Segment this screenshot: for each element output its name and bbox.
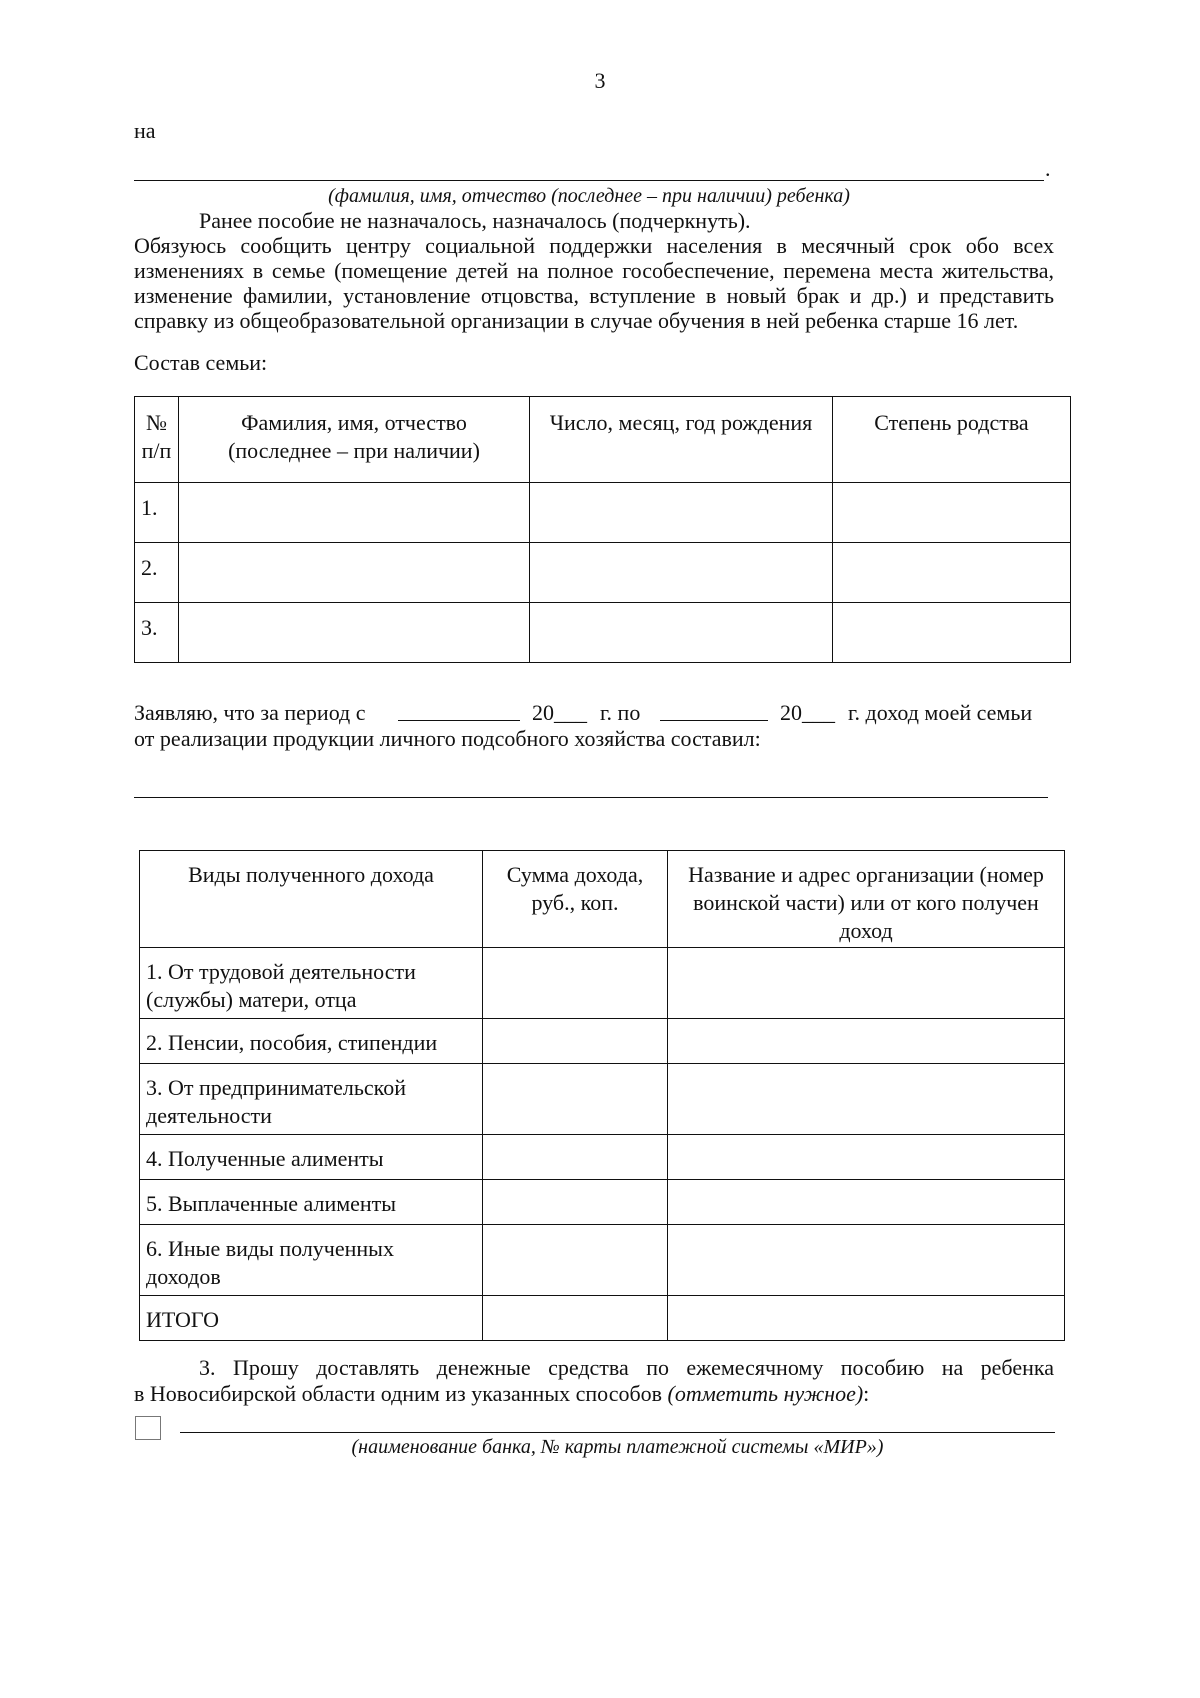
family-title: Состав семьи: (134, 350, 268, 375)
birth-date-cell[interactable] (530, 603, 833, 663)
income-type-cell: 5. Выплаченные алименты (140, 1180, 483, 1225)
delivery-line2-end: : (863, 1381, 870, 1406)
source-cell[interactable] (668, 1296, 1065, 1341)
income-total-cell: ИТОГО (140, 1296, 483, 1341)
header-income-type: Виды полученного дохода (140, 851, 483, 948)
declaration-end: г. доход моей семьи (848, 700, 1033, 725)
income-header-row (140, 851, 1065, 948)
bank-checkbox[interactable] (135, 1416, 161, 1440)
amount-cell[interactable] (483, 948, 668, 1019)
period-from-field[interactable] (398, 720, 520, 721)
row-number: 2. (135, 543, 179, 603)
header-income-source: Название и адрес организации (номер воинской части) или от кого получен доход (668, 851, 1065, 948)
family-table (134, 396, 1071, 663)
relation-cell[interactable] (833, 483, 1071, 543)
source-cell[interactable] (668, 948, 1065, 1019)
previous-benefit-text: Ранее пособие не назначалось, назначалось (подчеркнуть). (199, 208, 751, 233)
table-row (140, 948, 1065, 1019)
line-end-mark: . (1045, 156, 1051, 181)
header-income-amount: Сумма дохода, руб., коп. (483, 851, 668, 948)
header-relation: Степень родства (833, 397, 1071, 483)
amount-cell[interactable] (483, 1135, 668, 1180)
table-row (135, 603, 1071, 663)
source-cell[interactable] (668, 1019, 1065, 1064)
page-number: 3 (594, 68, 606, 93)
birth-date-cell[interactable] (530, 483, 833, 543)
income-amount-line[interactable] (134, 797, 1048, 798)
table-row (140, 1180, 1065, 1225)
table-row (140, 1296, 1065, 1341)
table-row (135, 543, 1071, 603)
header-full-name: Фамилия, имя, отчество (последнее – при наличии) (179, 397, 530, 483)
declaration-line2: от реализации продукции личного подсобного хозяйства составил: (134, 726, 761, 751)
child-name-caption: (фамилия, имя, отчество (последнее – при наличии) ребенка) (328, 185, 850, 207)
income-table (139, 850, 1065, 1341)
income-type-cell: 6. Иные виды полученных доходов (140, 1225, 483, 1296)
obligation-line: справку из общеобразовательной организации в случае обучения в ней ребенка старше 16 лет. (134, 308, 1019, 333)
row-number: 3. (135, 603, 179, 663)
source-cell[interactable] (668, 1135, 1065, 1180)
bank-name-line[interactable] (180, 1432, 1055, 1433)
child-name-line[interactable] (134, 180, 1044, 181)
amount-cell[interactable] (483, 1225, 668, 1296)
name-cell[interactable] (179, 543, 530, 603)
income-type-cell: 1. От трудовой деятельности (службы) матери, отца (140, 948, 483, 1019)
table-row (140, 1019, 1065, 1064)
year-to: 20___ (780, 700, 835, 725)
income-type-cell: 2. Пенсии, пособия, стипендии (140, 1019, 483, 1064)
name-cell[interactable] (179, 603, 530, 663)
intro-prefix: на (134, 118, 156, 143)
source-cell[interactable] (668, 1064, 1065, 1135)
header-number: № п/п (135, 397, 179, 483)
name-cell[interactable] (179, 483, 530, 543)
header-birth-date: Число, месяц, год рождения (530, 397, 833, 483)
delivery-line2-note: (отметить нужное) (667, 1381, 864, 1406)
relation-cell[interactable] (833, 603, 1071, 663)
table-row (140, 1225, 1065, 1296)
amount-cell[interactable] (483, 1180, 668, 1225)
birth-date-cell[interactable] (530, 543, 833, 603)
period-to-label: г. по (600, 700, 641, 725)
income-type-cell: 4. Полученные алименты (140, 1135, 483, 1180)
year-from: 20___ (532, 700, 587, 725)
relation-cell[interactable] (833, 543, 1071, 603)
declaration-start: Заявляю, что за период с (134, 700, 366, 725)
amount-cell[interactable] (483, 1019, 668, 1064)
delivery-line1: 3. Прошу доставлять денежные средства по ежемесячному пособию на ребенка (199, 1355, 1054, 1380)
amount-cell[interactable] (483, 1296, 668, 1341)
family-header-row (135, 397, 1071, 483)
table-row (140, 1135, 1065, 1180)
period-to-field[interactable] (660, 720, 768, 721)
obligation-line: изменениях в семье (помещение детей на полное гособеспечение, перемена места жительства, (134, 258, 1054, 283)
obligation-paragraph (134, 233, 1054, 333)
table-row (140, 1064, 1065, 1135)
source-cell[interactable] (668, 1180, 1065, 1225)
row-number: 1. (135, 483, 179, 543)
bank-caption: (наименование банка, № карты платежной системы «МИР») (351, 1436, 884, 1458)
income-type-cell: 3. От предпринимательской деятельности (140, 1064, 483, 1135)
amount-cell[interactable] (483, 1064, 668, 1135)
source-cell[interactable] (668, 1225, 1065, 1296)
delivery-line2 (134, 1381, 869, 1407)
obligation-line: Обязуюсь сообщить центру социальной поддержки населения в месячный срок обо всех (134, 233, 1054, 258)
delivery-line2-start: в Новосибирской области одним из указанных способов (134, 1381, 663, 1406)
obligation-line: изменение фамилии, установление отцовства, вступление в новый брак и др.) и представить (134, 283, 1054, 308)
table-row (135, 483, 1071, 543)
